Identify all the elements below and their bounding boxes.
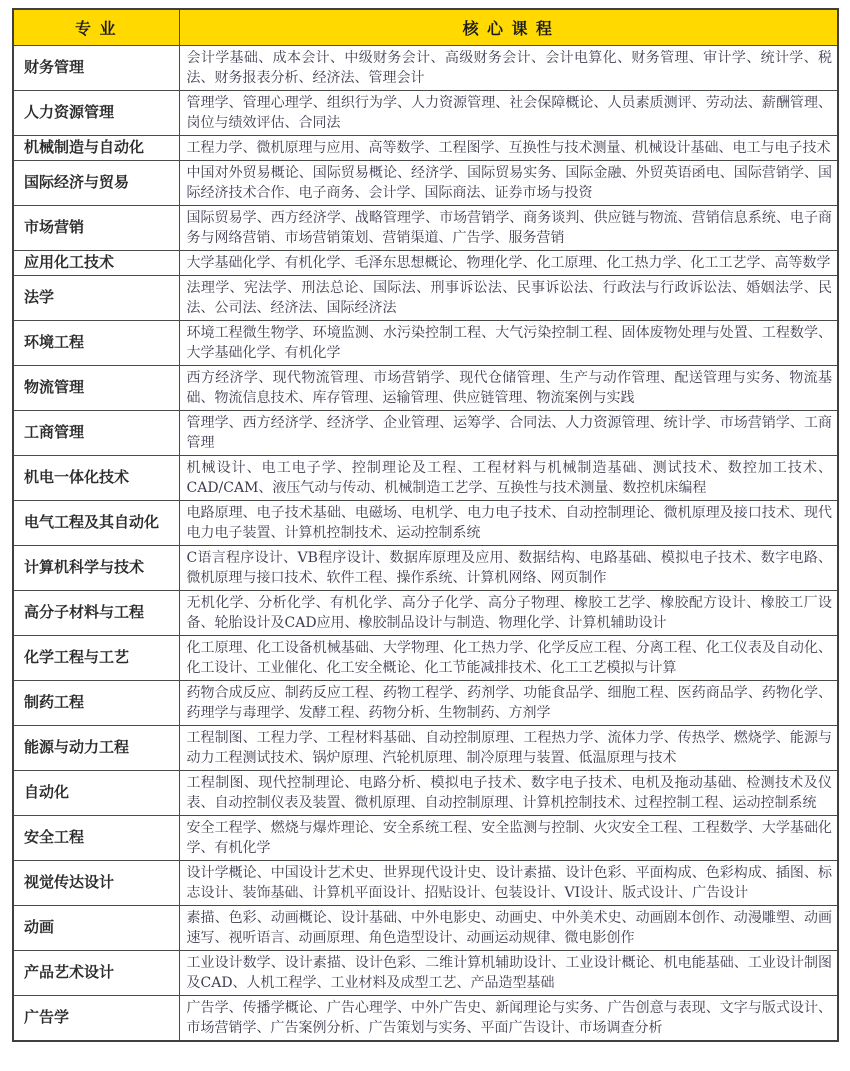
table-row bbox=[13, 90, 838, 135]
major-cell: 市场营销 bbox=[13, 205, 179, 250]
table-row bbox=[13, 135, 838, 160]
major-cell: 化学工程与工艺 bbox=[13, 635, 179, 680]
major-cell: 安全工程 bbox=[13, 815, 179, 860]
courses-cell: 机械设计、电工电子学、控制理论及工程、工程材料与机械制造基础、测试技术、数控加工技术、CAD/CAM、液压气动与传动、机械制造工艺学、互换性与技术测量、数控机床编程 bbox=[179, 455, 838, 500]
table-row bbox=[13, 500, 838, 545]
major-cell: 机电一体化技术 bbox=[13, 455, 179, 500]
courses-cell: 无机化学、分析化学、有机化学、高分子化学、高分子物理、橡胶工艺学、橡胶配方设计、橡胶工厂设备、轮胎设计及CAD应用、橡胶制品设计与制造、物理化学、计算机辅助设计 bbox=[179, 590, 838, 635]
major-cell: 制药工程 bbox=[13, 680, 179, 725]
table-row bbox=[13, 725, 838, 770]
table-row bbox=[13, 45, 838, 90]
table-row bbox=[13, 905, 838, 950]
courses-cell: 工程制图、现代控制理论、电路分析、模拟电子技术、数字电子技术、电机及拖动基础、检测技术及仪表、自动控制仪表及装置、微机原理、自动控制原理、计算机控制技术、过程控制工程、运动控制系统 bbox=[179, 770, 838, 815]
courses-cell: 工程力学、微机原理与应用、高等数学、工程图学、互换性与技术测量、机械设计基础、电工与电子技术 bbox=[179, 135, 838, 160]
courses-cell: 工程制图、工程力学、工程材料基础、自动控制原理、工程热力学、流体力学、传热学、燃烧学、能源与动力工程测试技术、锅炉原理、汽轮机原理、制冷原理与装置、低温原理与技术 bbox=[179, 725, 838, 770]
courses-cell: 化工原理、化工设备机械基础、大学物理、化工热力学、化学反应工程、分离工程、化工仪表及自动化、化工设计、工业催化、化工安全概论、化工节能减排技术、化工工艺模拟与计算 bbox=[179, 635, 838, 680]
courses-cell: 广告学、传播学概论、广告心理学、中外广告史、新闻理论与实务、广告创意与表现、文字与版式设计、市场营销学、广告案例分析、广告策划与实务、平面广告设计、市场调查分析 bbox=[179, 995, 838, 1041]
major-cell: 产品艺术设计 bbox=[13, 950, 179, 995]
major-cell: 机械制造与自动化 bbox=[13, 135, 179, 160]
major-cell: 工商管理 bbox=[13, 410, 179, 455]
major-cell: 高分子材料与工程 bbox=[13, 590, 179, 635]
table-row bbox=[13, 635, 838, 680]
table-row bbox=[13, 160, 838, 205]
table-row bbox=[13, 250, 838, 275]
table-row bbox=[13, 590, 838, 635]
major-cell: 广告学 bbox=[13, 995, 179, 1041]
table-row bbox=[13, 205, 838, 250]
table-row bbox=[13, 950, 838, 995]
table-row bbox=[13, 545, 838, 590]
major-cell: 财务管理 bbox=[13, 45, 179, 90]
header-courses: 核 心 课 程 bbox=[179, 9, 838, 45]
courses-cell: 工业设计数学、设计素描、设计色彩、二维计算机辅助设计、工业设计概论、机电能基础、工业设计制图及CAD、人机工程学、工业材料及成型工艺、产品造型基础 bbox=[179, 950, 838, 995]
major-cell: 应用化工技术 bbox=[13, 250, 179, 275]
courses-cell: 中国对外贸易概论、国际贸易概论、经济学、国际贸易实务、国际金融、外贸英语函电、国际营销学、国际经济技术合作、电子商务、会计学、国际商法、证券市场与投资 bbox=[179, 160, 838, 205]
courses-cell: C语言程序设计、VB程序设计、数据库原理及应用、数据结构、电路基础、模拟电子技术、数字电路、微机原理与接口技术、软件工程、操作系统、计算机网络、网页制作 bbox=[179, 545, 838, 590]
courses-cell: 法理学、宪法学、刑法总论、国际法、刑事诉讼法、民事诉讼法、行政法与行政诉讼法、婚姻法学、民法、公司法、经济法、国际经济法 bbox=[179, 275, 838, 320]
major-cell: 视觉传达设计 bbox=[13, 860, 179, 905]
courses-cell: 西方经济学、现代物流管理、市场营销学、现代仓储管理、生产与动作管理、配送管理与实务、物流基础、物流信息技术、库存管理、运输管理、供应链管理、物流案例与实践 bbox=[179, 365, 838, 410]
table-row bbox=[13, 770, 838, 815]
table-body bbox=[13, 45, 838, 1041]
courses-cell: 国际贸易学、西方经济学、战略管理学、市场营销学、商务谈判、供应链与物流、营销信息系统、电子商务与网络营销、市场营销策划、营销渠道、广告学、服务营销 bbox=[179, 205, 838, 250]
courses-cell: 环境工程微生物学、环境监测、水污染控制工程、大气污染控制工程、固体废物处理与处置、工程数学、大学基础化学、有机化学 bbox=[179, 320, 838, 365]
courses-cell: 电路原理、电子技术基础、电磁场、电机学、电力电子技术、自动控制理论、微机原理及接口技术、现代电力电子装置、计算机控制技术、运动控制系统 bbox=[179, 500, 838, 545]
table-row bbox=[13, 860, 838, 905]
table-row bbox=[13, 275, 838, 320]
courses-cell: 管理学、西方经济学、经济学、企业管理、运筹学、合同法、人力资源管理、统计学、市场营销学、工商管理 bbox=[179, 410, 838, 455]
major-cell: 自动化 bbox=[13, 770, 179, 815]
courses-cell: 会计学基础、成本会计、中级财务会计、高级财务会计、会计电算化、财务管理、审计学、统计学、税法、财务报表分析、经济法、管理会计 bbox=[179, 45, 838, 90]
major-cell: 人力资源管理 bbox=[13, 90, 179, 135]
major-cell: 法学 bbox=[13, 275, 179, 320]
major-cell: 计算机科学与技术 bbox=[13, 545, 179, 590]
major-cell: 动画 bbox=[13, 905, 179, 950]
table-row bbox=[13, 320, 838, 365]
majors-courses-table bbox=[12, 8, 839, 1042]
table-row bbox=[13, 995, 838, 1041]
major-cell: 能源与动力工程 bbox=[13, 725, 179, 770]
table-header bbox=[13, 9, 838, 45]
table-row bbox=[13, 365, 838, 410]
major-cell: 电气工程及其自动化 bbox=[13, 500, 179, 545]
major-cell: 环境工程 bbox=[13, 320, 179, 365]
major-cell: 物流管理 bbox=[13, 365, 179, 410]
courses-cell: 管理学、管理心理学、组织行为学、人力资源管理、社会保障概论、人员素质测评、劳动法、薪酬管理、岗位与绩效评估、合同法 bbox=[179, 90, 838, 135]
table-row bbox=[13, 815, 838, 860]
header-row bbox=[13, 9, 838, 45]
table-row bbox=[13, 455, 838, 500]
courses-cell: 大学基础化学、有机化学、毛泽东思想概论、物理化学、化工原理、化工热力学、化工工艺学、高等数学 bbox=[179, 250, 838, 275]
table-row bbox=[13, 410, 838, 455]
courses-cell: 安全工程学、燃烧与爆炸理论、安全系统工程、安全监测与控制、火灾安全工程、工程数学、大学基础化学、有机化学 bbox=[179, 815, 838, 860]
major-cell: 国际经济与贸易 bbox=[13, 160, 179, 205]
header-major: 专 业 bbox=[13, 9, 179, 45]
table-row bbox=[13, 680, 838, 725]
courses-cell: 药物合成反应、制药反应工程、药物工程学、药剂学、功能食品学、细胞工程、医药商品学、药物化学、药理学与毒理学、发酵工程、药物分析、生物制药、方剂学 bbox=[179, 680, 838, 725]
courses-cell: 素描、色彩、动画概论、设计基础、中外电影史、动画史、中外美术史、动画剧本创作、动漫雕塑、动画速写、视听语言、动画原理、角色造型设计、动画运动规律、微电影创作 bbox=[179, 905, 838, 950]
courses-cell: 设计学概论、中国设计艺术史、世界现代设计史、设计素描、设计色彩、平面构成、色彩构成、插图、标志设计、装饰基础、计算机平面设计、招贴设计、包装设计、VI设计、版式设计、广告设计 bbox=[179, 860, 838, 905]
